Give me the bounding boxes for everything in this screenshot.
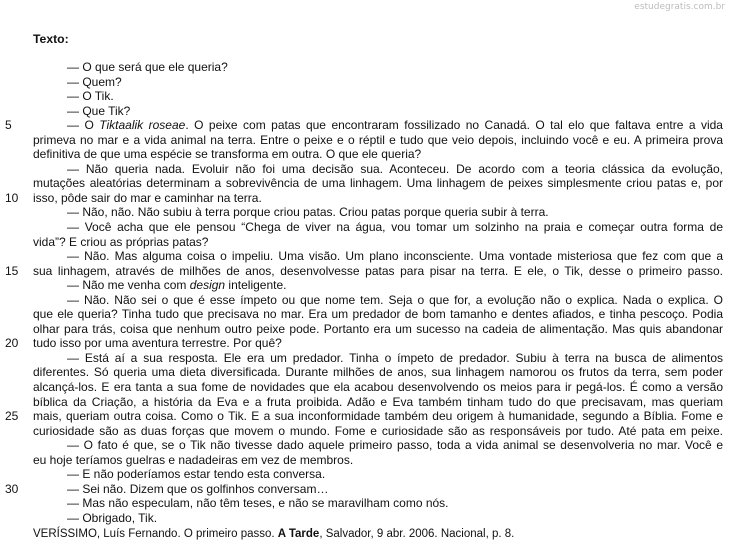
text-line <box>33 322 723 337</box>
citation-newspaper: A Tarde <box>277 528 320 540</box>
line-number: 5 <box>5 118 12 133</box>
line-text: eu hoje teríamos guelras e nadadeiras em vez de membros. <box>33 452 354 467</box>
line-number: 10 <box>5 190 19 205</box>
line-number: 25 <box>5 409 19 424</box>
text-line <box>5 190 723 206</box>
line-number: 20 <box>5 336 19 351</box>
line-text: — Você acha que ele pensou “Chega de viver na água, vou tomar um solzinho na praia e começar outra forma de <box>67 220 723 235</box>
line-text: mais, queriam outra coisa. Como o Tik. E a sua inconformidade também deu origem à humanidade, segundo a Bíblia. Fome e <box>33 409 723 424</box>
text-line <box>33 395 723 410</box>
text-line <box>33 220 723 235</box>
text-line <box>33 75 723 90</box>
text-line <box>33 235 723 250</box>
line-text: primeva no mar e a vida animal na terra. Entre o peixe e o réptil e tudo que veio depois, incluindo você e eu. A primeira prova <box>33 132 723 147</box>
citation-details: , Salvador, 9 abr. 2006. Nacional, p. 8. <box>319 528 515 540</box>
text-line <box>33 60 723 75</box>
line-text: vida”? E criou as próprias patas? <box>33 234 209 249</box>
line-text: — Não. Não sei o que é esse ímpeto ou que nome tem. Seja o que for, a evolução não o explica. Nada o explica. O <box>67 292 723 307</box>
line-text: — O fato é que, se o Tik não tivesse dado aquele primeiro passo, toda a vida animal se desenvolveria no mar. Você e <box>67 438 723 453</box>
source-citation <box>33 528 514 540</box>
text-line <box>33 307 723 322</box>
text-line <box>33 380 723 395</box>
line-text: sua linhagem, através de milhões de anos, desenvolvesse patas para pisar na terra. E ele, o Tik, desse o primeiro passo. <box>33 263 723 278</box>
line-text: — O Tik. <box>67 89 114 104</box>
line-text: — Mas não especulam, não têm teses, e não se maravilham como nós. <box>67 496 449 511</box>
line-text: — Sei não. Dizem que os golfinhos conversam… <box>67 481 329 496</box>
text-heading: Texto: <box>33 32 69 46</box>
line-text: — E não poderíamos estar tendo esta conversa. <box>67 467 326 482</box>
line-text: definitiva de que uma espécie se transforma em outra. O que ele queria? <box>33 147 422 162</box>
text-line <box>33 453 723 468</box>
text-line <box>5 263 723 279</box>
line-text: isso, pôde sair do mar e caminhar na terra. <box>33 190 262 205</box>
text-line <box>5 118 723 133</box>
text-line <box>33 104 723 119</box>
line-text: — Que Tik? <box>67 103 131 118</box>
text-line <box>33 205 723 220</box>
text-line <box>33 162 723 177</box>
text-line <box>5 336 723 351</box>
line-text: que ele queria? Tinha tudo que precisava no mar. Era um predador de bom tamanho e dentes afiados, e tinha pescoço. Podia <box>33 307 723 322</box>
line-text: olhar para trás, coisa que nenhum outro peixe pode. Portanto era um sucesso na cadeia de alimentação. Mas quis abandonar <box>33 321 723 336</box>
text-line <box>33 365 723 380</box>
line-text: — Obrigado, Tik. <box>67 510 158 525</box>
text-line <box>33 293 723 308</box>
line-text: — Não. Mas alguma coisa o impeliu. Uma visão. Um plano inconsciente. Uma vontade misteriosa que fez com que a <box>67 249 723 264</box>
text-line <box>33 467 723 482</box>
line-text: — O Tiktaalik roseae. O peixe com patas que encontraram fossilizado no Canadá. O tal elo que faltava entre a vida <box>67 118 723 133</box>
line-text: curiosidade são as duas forças que movem o mundo. Fome e curiosidade são as responsáveis por tudo. Até pata em peixe. <box>33 423 723 438</box>
line-text: alcançá-los. E era tanta a sua fome de novidades que ela acabou desenvolvendo os meios para ir pegá-los. É como a versão <box>33 380 723 395</box>
text-line <box>33 424 723 439</box>
line-number: 30 <box>5 481 19 496</box>
line-text: — O que será que ele queria? <box>67 60 228 74</box>
line-text: tudo isso por uma aventura terrestre. Por quê? <box>33 336 282 351</box>
citation-author: VERÍSSIMO, Luís Fernando. O primeiro passo. <box>33 528 278 540</box>
text-line <box>5 481 723 497</box>
text-line <box>33 351 723 366</box>
text-line <box>33 278 723 293</box>
line-text: — Não me venha com design inteligente. <box>67 278 287 293</box>
line-text: — Quem? <box>67 74 122 89</box>
text-line <box>33 147 723 162</box>
text-line <box>33 89 723 104</box>
text-line <box>33 133 723 148</box>
text-line <box>5 409 723 424</box>
line-text: bíblica da Criação, a história da Eva e a fruta proibida. Adão e Eva também tinham tudo do que precisavam, mas queriam <box>33 394 723 409</box>
text-line <box>33 249 723 264</box>
line-text: mutações aleatórias determinam a sobrevivência de uma linhagem. Uma linhagem de peixes simplesmente criou patas e, por <box>33 176 723 191</box>
line-text: — Está aí a sua resposta. Ele era um predador. Tinha o ímpeto de predador. Subiu à terra na busca de alimentos <box>67 350 723 365</box>
line-text: — Não, não. Não subiu à terra porque criou patas. Criou patas porque queria subir à terra. <box>67 205 549 220</box>
text-body <box>5 60 723 526</box>
line-number: 15 <box>5 263 19 278</box>
site-watermark: estudegratis.com.br <box>634 2 725 12</box>
text-line <box>33 176 723 191</box>
line-text: diferentes. Só queria uma dieta diversificada. Durante milhões de anos, sua linhagem namorou os frutos da terra, sem poder <box>33 365 723 380</box>
text-line <box>33 511 723 526</box>
text-line <box>33 438 723 453</box>
text-line <box>33 496 723 511</box>
line-text: — Não queria nada. Evoluir não foi uma decisão sua. Aconteceu. De acordo com a teoria clássica da evolução, <box>67 161 723 176</box>
